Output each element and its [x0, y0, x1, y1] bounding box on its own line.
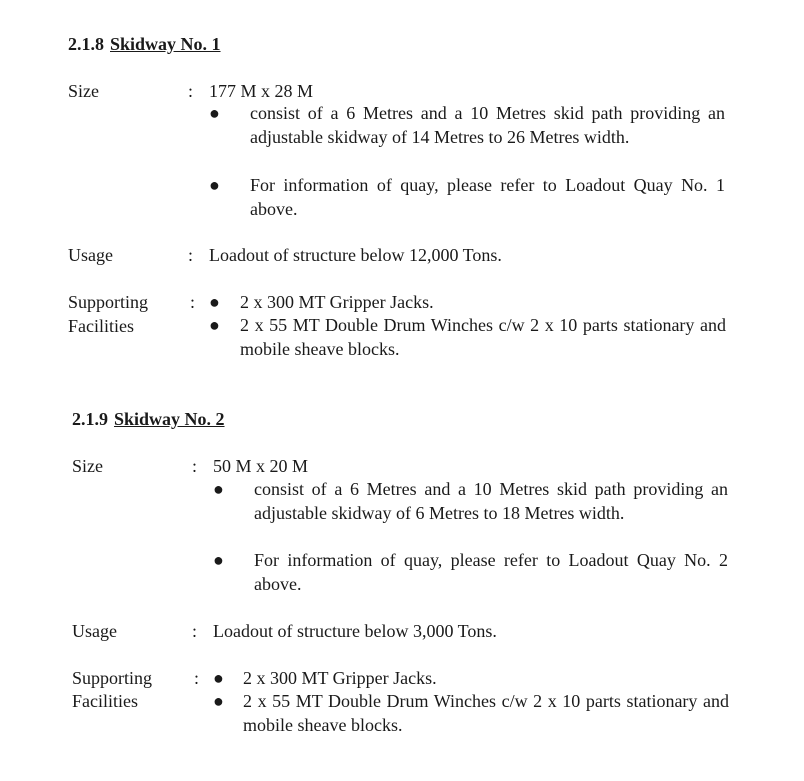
bullet-icon: ●: [209, 175, 220, 195]
size-colon: :: [192, 456, 198, 476]
supporting-colon: :: [194, 668, 200, 688]
facilities-label: Facilities: [72, 691, 138, 711]
supporting-bullet-text: 2 x 55 MT Double Drum Winches c/w 2 x 10 parts stationary and mobile sheave blocks.: [240, 315, 726, 359]
section-title: Skidway No. 1: [110, 34, 221, 54]
facilities-label: Facilities: [68, 316, 134, 336]
supporting-colon: :: [190, 292, 196, 312]
supporting-bullet-text: 2 x 300 MT Gripper Jacks.: [240, 292, 434, 312]
usage-colon: :: [188, 245, 194, 265]
usage-colon: :: [192, 621, 198, 641]
size-label: Size: [72, 456, 103, 476]
size-value: 177 M x 28 M: [209, 81, 314, 101]
supporting-label: Supporting: [72, 668, 153, 688]
supporting-label: Supporting: [68, 292, 149, 312]
bullet-icon: ●: [209, 292, 220, 312]
bullet-icon: ●: [213, 668, 224, 688]
size-bullet-text: For information of quay, please refer to Loadout Quay No. 1 above.: [250, 175, 725, 219]
usage-value: Loadout of structure below 3,000 Tons.: [213, 621, 497, 641]
bullet-icon: ●: [209, 103, 220, 123]
section-heading: [72, 407, 225, 431]
usage-value: Loadout of structure below 12,000 Tons.: [209, 245, 502, 265]
size-label: Size: [68, 81, 99, 101]
usage-label: Usage: [68, 245, 113, 265]
section-heading: [68, 32, 221, 56]
bullet-icon: ●: [213, 691, 224, 711]
section-title: Skidway No. 2: [114, 409, 225, 429]
bullet-icon: ●: [209, 315, 220, 335]
bullet-icon: ●: [213, 550, 224, 570]
supporting-bullet-text: 2 x 55 MT Double Drum Winches c/w 2 x 10 parts stationary and mobile sheave blocks.: [243, 691, 729, 735]
size-colon: :: [188, 81, 194, 101]
size-bullet-text: For information of quay, please refer to Loadout Quay No. 2 above.: [254, 550, 728, 594]
size-bullet-text: consist of a 6 Metres and a 10 Metres skid path providing an adjustable skidway of 14 Metres to 26 Metres width.: [250, 103, 725, 147]
size-value: 50 M x 20 M: [213, 456, 309, 476]
section-number: 2.1.9: [72, 409, 108, 429]
size-bullet-text: consist of a 6 Metres and a 10 Metres skid path providing an adjustable skidway of 6 Metres to 18 Metres width.: [254, 479, 728, 523]
section-number: 2.1.8: [68, 34, 104, 54]
bullet-icon: ●: [213, 479, 224, 499]
supporting-bullet-text: 2 x 300 MT Gripper Jacks.: [243, 668, 437, 688]
usage-label: Usage: [72, 621, 117, 641]
